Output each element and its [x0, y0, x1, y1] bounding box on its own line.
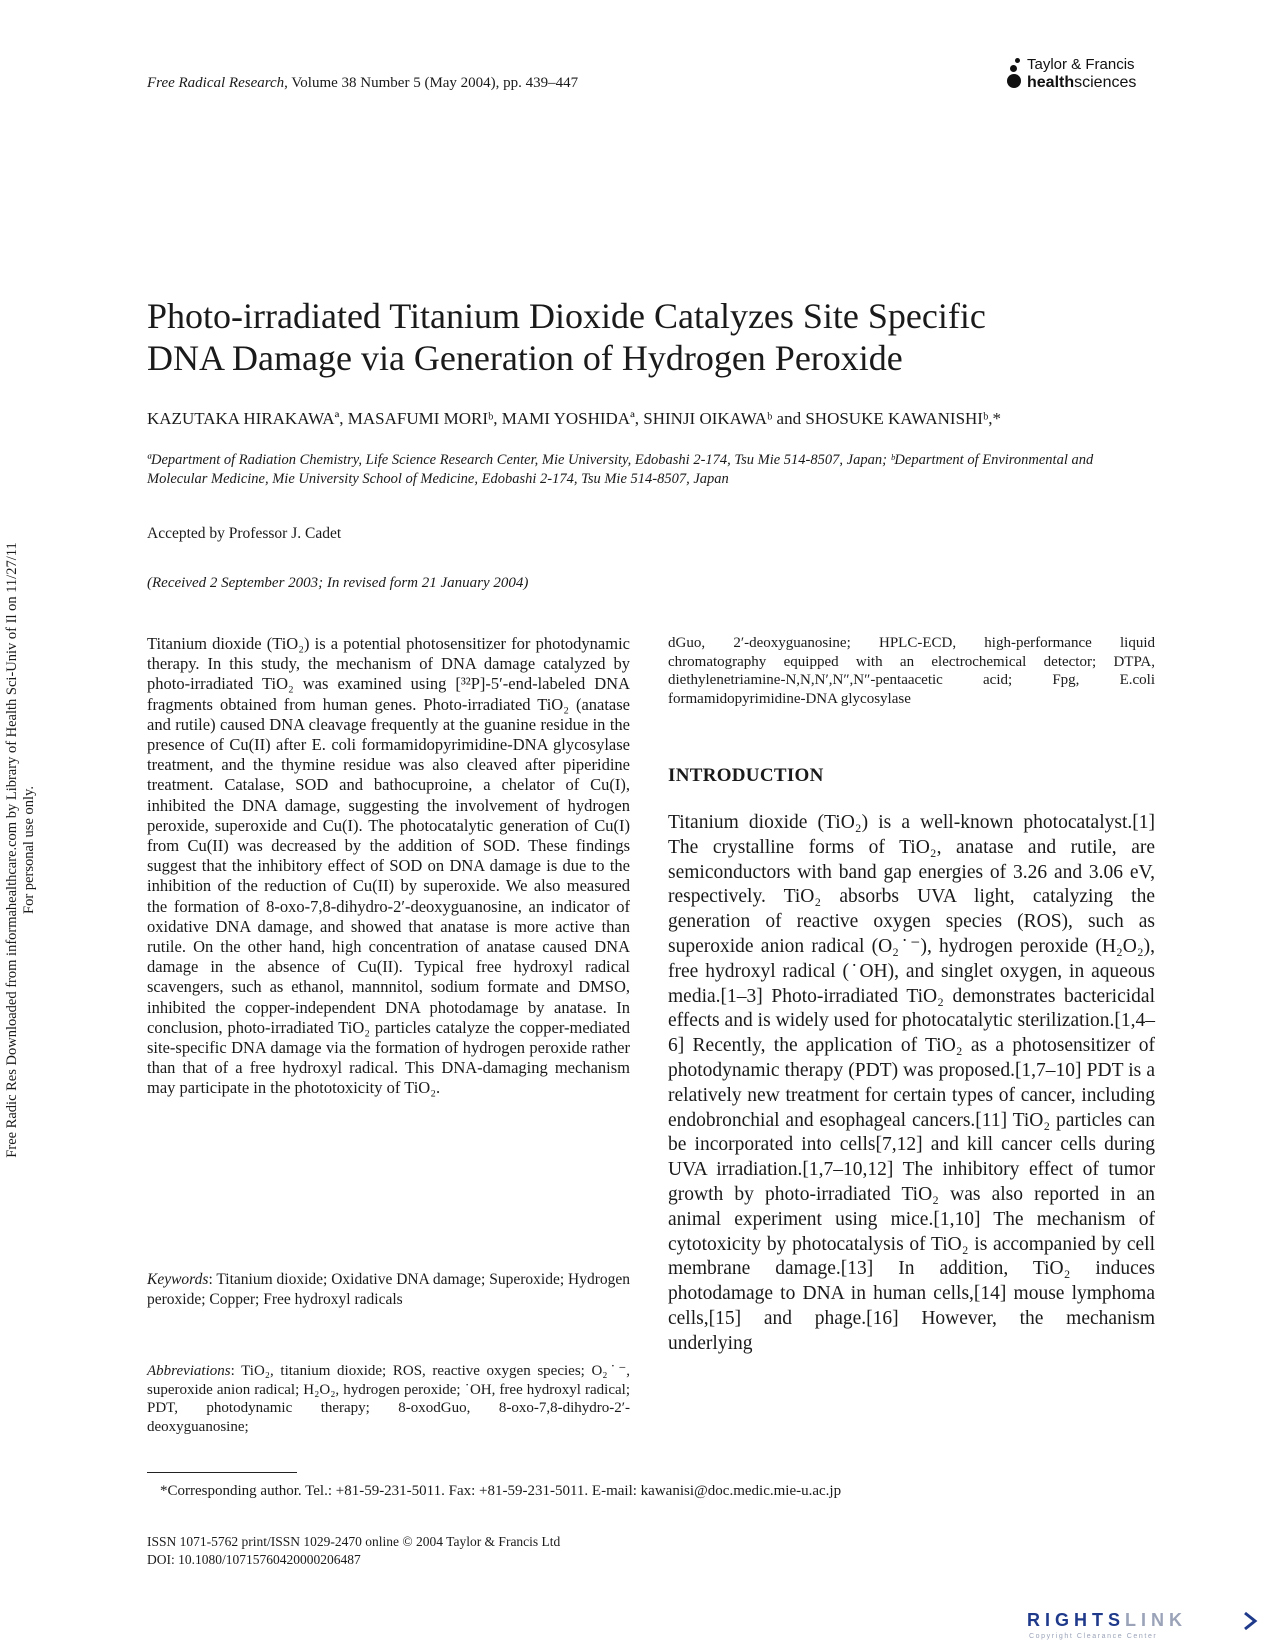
abstract: Titanium dioxide (TiO₂) is a potential photosensitizer for photodynamic therapy. In this study, the mechanism of DNA damage catalyzed by photo-irradiated TiO₂ was examined using [³²P]-5′-end-labeled DNA fragments obtained from human genes. Photo-irradiated TiO₂ (anatase and rutile) caused DNA cleavage frequently at the guanine residue in the presence of Cu(II) after E. coli formamidopyrimidine-DNA glycosylase treatment, and the thymine residue was also cleaved after piperidine treatment. Catalase, SOD and bathocuproine, a chelator of Cu(I), inhibited the DNA damage, suggesting the involvement of hydrogen peroxide, superoxide and Cu(I). The photocatalytic generation of Cu(I) from Cu(II) was decreased by the addition of SOD. These findings suggest that the inhibitory effect of SOD on DNA damage is due to the inhibition of the reduction of Cu(II) by superoxide. We also measured the formation of 8-oxo-7,8-dihydro-2′-deoxyguanosine, an indicator of oxidative DNA damage, and showed that anatase is more active than rutile. On the other hand, high concentration of anatase caused DNA damage in the absence of Cu(II). Typical free hydroxyl radical scavengers, such as ethanol, mannnitol, sodium formate and DMSO, inhibited the copper-independent DNA photodamage by anatase. In conclusion, photo-irradiated TiO₂ particles catalyze the copper-mediated site-specific DNA damage via the formation of hydrogen peroxide rather than that of a free hydroxyl radical. This DNA-damaging mechanism may participate in the phototoxicity of TiO₂. [147, 634, 630, 1098]
rightslink-wordmark: RIGHTSLINK [1027, 1610, 1188, 1630]
article-title-line2: DNA Damage via Generation of Hydrogen Peroxide [147, 338, 903, 378]
received-dates: (Received 2 September 2003; In revised form 21 January 2004) [147, 575, 529, 591]
abbreviations-text: : TiO₂, titanium dioxide; ROS, reactive oxygen species; O₂˙⁻, superoxide anion radical; H₂O₂, hydrogen peroxide; ˙OH, free hydroxyl radical; PDT, photodynamic therapy; 8-oxodGuo, 8-oxo-7,8-dihydro-2′-deoxyguanosine; [147, 1363, 630, 1435]
section-heading-introduction: INTRODUCTION [668, 765, 824, 786]
accepted-by: Accepted by Professor J. Cadet [147, 525, 342, 542]
issn-block [147, 1533, 560, 1569]
footnote-divider [147, 1472, 297, 1473]
keywords-text: : Titanium dioxide; Oxidative DNA damage; Superoxide; Hydrogen peroxide; Copper; Free hydroxyl radicals [147, 1271, 630, 1308]
abbreviations-label: Abbreviations [147, 1363, 231, 1379]
doi-line: DOI: 10.1080/10715760420000206487 [147, 1552, 361, 1567]
article-title [147, 295, 1157, 379]
introduction-text: Titanium dioxide (TiO₂) is a well-known photocatalyst.[1] The crystalline forms of TiO₂, anatase and rutile, are semiconductors with band gap energies of 3.26 and 3.06 eV, respectively. TiO₂ absorbs UVA light, catalyzing the generation of reactive oxygen species (ROS), such as superoxide anion radical (O₂˙⁻), hydrogen peroxide (H₂O₂), free hydroxyl radical (˙OH), and singlet oxygen, in aqueous media.[1–3] Photo-irradiated TiO₂ demonstrates bactericidal effects and is widely used for photocatalytic sterilization.[1,4–6] Recently, the application of TiO₂ as a photosensitizer of photodynamic therapy (PDT) was proposed.[1,7–10] PDT is a relatively new treatment for certain types of cancer, including endobronchial and esophageal cancers.[11] TiO₂ particles can be incorporated into cells[7,12] and kill cancer cells during UVA irradiation.[1,7–10,12] The inhibitory effect of tumor growth by photo-irradiated TiO₂ was also reported in an animal experiment using mice.[1,10] The mechanism of cytotoxicity by photocatalysis of TiO₂ is accompanied by cell membrane damage.[13] In addition, TiO₂ induces photodamage to DNA in human cells,[14] mouse lymphoma cells,[15] and phage.[16] However, the mechanism underlying [668, 812, 1155, 1354]
journal-citation [147, 75, 578, 92]
author-list: KAZUTAKA HIRAKAWAª, MASAFUMI MORIᵇ, MAMI YOSHIDAª, SHINJI OIKAWAᵇ and SHOSUKE KAWANISHIᵇ,* [147, 409, 1001, 428]
journal-volume: , Volume 38 Number 5 (May 2004), pp. 439–447 [284, 75, 579, 91]
abbreviations [147, 1362, 630, 1436]
publisher-division: healthsciences [1027, 74, 1137, 91]
download-notice [4, 470, 38, 1230]
rightslink-logo [1027, 1610, 1259, 1642]
corresponding-author-footnote: *Corresponding author. Tel.: +81-59-231-5011. Fax: +81-59-231-5011. E-mail: kawanisi@doc.medic.mie-u.ac.jp [160, 1483, 842, 1499]
affiliations: ªDepartment of Radiation Chemistry, Life Science Research Center, Mie University, Edobashi 2-174, Tsu Mie 514-8507, Japan; ᵇDepartment of Environmental and Molecular Medicine, Mie University School of Medicine, Edobashi 2-174, Tsu Mie 514-8507, Japan [147, 452, 1094, 487]
publisher-logo [1007, 56, 1167, 96]
download-notice-line2: For personal use only. [21, 786, 37, 914]
download-notice-line1: Free Radic Res Downloaded from informahealthcare.com by Library of Health Sci-Univ of Il on 11/27/11 [4, 542, 20, 1158]
publisher-name: Taylor & Francis [1027, 56, 1135, 73]
abbreviations-continued: dGuo, 2′-deoxyguanosine; HPLC-ECD, high-performance liquid chromatography equipped with an electrochemical detector; DTPA, diethylenetriamine-N,N,N′,N″,N″-pentaacetic acid; Fpg, E.coli formamidopyrimidine-DNA glycosylase [668, 635, 1155, 707]
keywords-label: Keywords [147, 1271, 209, 1288]
rightslink-arrow-icon [1241, 1611, 1259, 1631]
journal-name: Free Radical Research [147, 75, 285, 91]
rightslink-tagline: Copyright Clearance Center [1029, 1633, 1158, 1640]
keywords [147, 1270, 630, 1310]
article-title-line1: Photo-irradiated Titanium Dioxide Catalyzes Site Specific [147, 296, 986, 336]
publisher-dots-icon [1007, 58, 1023, 94]
issn-line: ISSN 1071-5762 print/ISSN 1029-2470 online © 2004 Taylor & Francis Ltd [147, 1534, 561, 1549]
